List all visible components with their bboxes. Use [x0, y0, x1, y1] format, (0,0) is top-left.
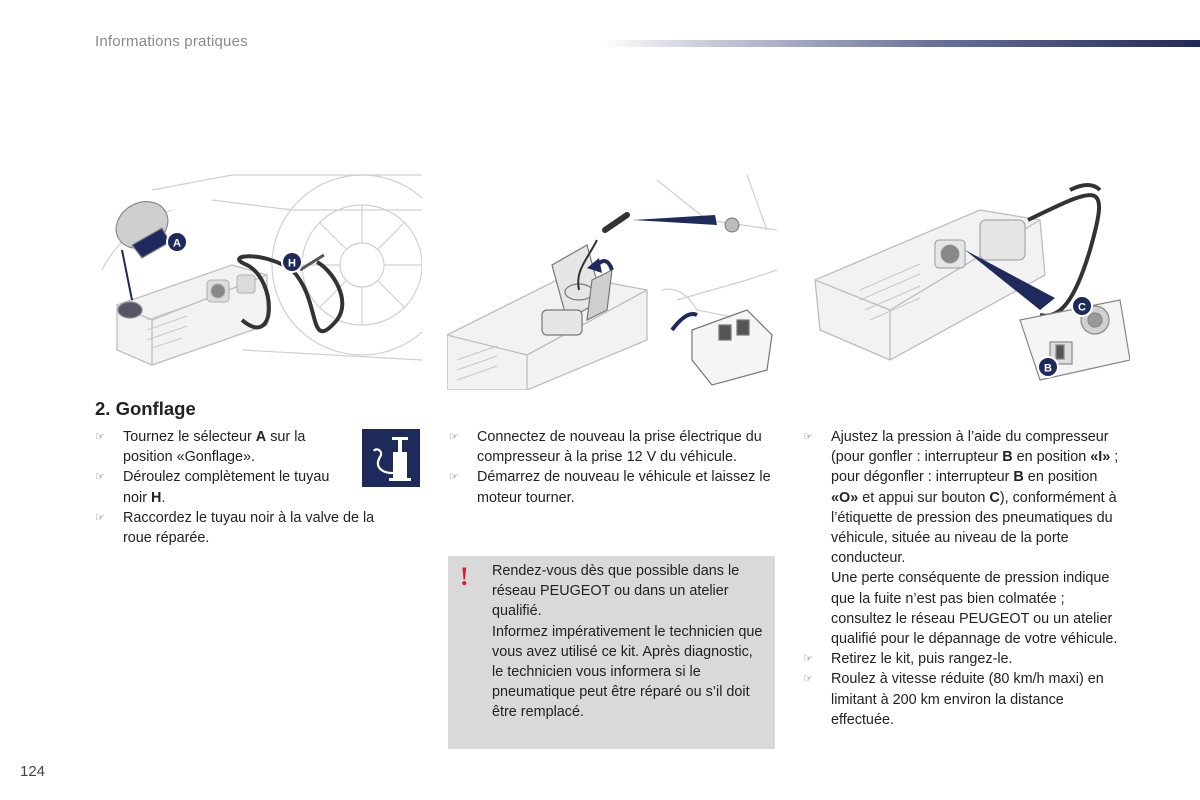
power-plug-drawing: [447, 170, 777, 390]
illustration-selector-and-hose: [92, 170, 422, 390]
section-title: 2. Gonflage: [95, 398, 196, 419]
pointing-hand-icon: ☞: [803, 673, 813, 686]
list-item: ☞ Raccordez le tuyau noir à la valve de la roue réparée.: [95, 509, 375, 547]
illustration-12v-socket: [447, 170, 777, 390]
pointing-hand-icon: ☞: [449, 431, 459, 443]
warning-text: Rendez-vous dès que possible dans le réseau PEUGEOT ou dans un atelier qualifié. Informez impérativement le technicien que vous avez utilisé ce kit. Après diagnostic, le technicien vous informera si le pneumatique peut être réparé ou s’il doit être remplacé.: [492, 563, 763, 721]
callout-c-icon: [1072, 296, 1092, 316]
list-item: ☞ Déroulez complètement le tuyau noir H.: [95, 469, 330, 506]
list-item: ☞ Roulez à vitesse réduite (80 km/h maxi) en limitant à 200 km environ la distance effectuée.: [803, 671, 1104, 728]
compressor-wheel-drawing: [92, 170, 422, 390]
list-item: ☞ Retirez le kit, puis rangez-le.: [803, 649, 1128, 669]
svg-text:A: A: [173, 237, 181, 250]
list-item: ☞ Ajustez la pression à l’aide du compresseur (pour gonfler : interrupteur B en position «I» ; pour dégonfler : interrupteur B en position «O» et appui sur bouton C), conformément à l’étiquette de pression des pneumatiques du véhicule, située au niveau de la porte conducteur. Une perte conséquente de pression indique que la fuite n’est pas bien colmatée ; consultez le réseau PEUGEOT ou un atelier qualifié pour le dépannage de votre véhicule.: [803, 429, 1119, 648]
pointing-hand-icon: ☞: [95, 471, 105, 484]
svg-text:C: C: [1078, 301, 1086, 314]
svg-text:B: B: [1044, 362, 1052, 375]
tire-inflation-pump-icon: [362, 429, 420, 487]
callout-b-icon: [1038, 357, 1058, 377]
instructions-column-3: [803, 427, 1128, 730]
compressor-controls-drawing: [800, 170, 1130, 390]
svg-text:H: H: [288, 257, 296, 270]
list-item: ☞ Tournez le sélecteur A sur la position «Gonflage».: [95, 429, 306, 466]
pointing-hand-icon: ☞: [95, 431, 105, 443]
pointing-hand-icon: ☞: [803, 653, 813, 666]
instructions-column-2: [449, 427, 779, 508]
illustration-switch-and-button: [800, 170, 1130, 390]
callout-a-icon: [167, 232, 187, 252]
callout-h-icon: [282, 252, 302, 272]
list-item: ☞ Connectez de nouveau la prise électrique du compresseur à la prise 12 V du véhicule.: [449, 429, 762, 466]
page-number: 124: [20, 763, 46, 780]
list-item: ☞ Démarrez de nouveau le véhicule et laissez le moteur tourner.: [449, 469, 771, 506]
instructions-column-1: [95, 427, 395, 548]
section-header-label: Informations pratiques: [95, 33, 248, 50]
pointing-hand-icon: ☞: [803, 431, 813, 443]
header-gradient-bar: [600, 40, 1200, 47]
pointing-hand-icon: ☞: [449, 471, 459, 484]
pointing-hand-icon: ☞: [95, 511, 105, 524]
warning-box: [448, 556, 775, 749]
warning-exclamation-icon: !: [460, 562, 469, 591]
